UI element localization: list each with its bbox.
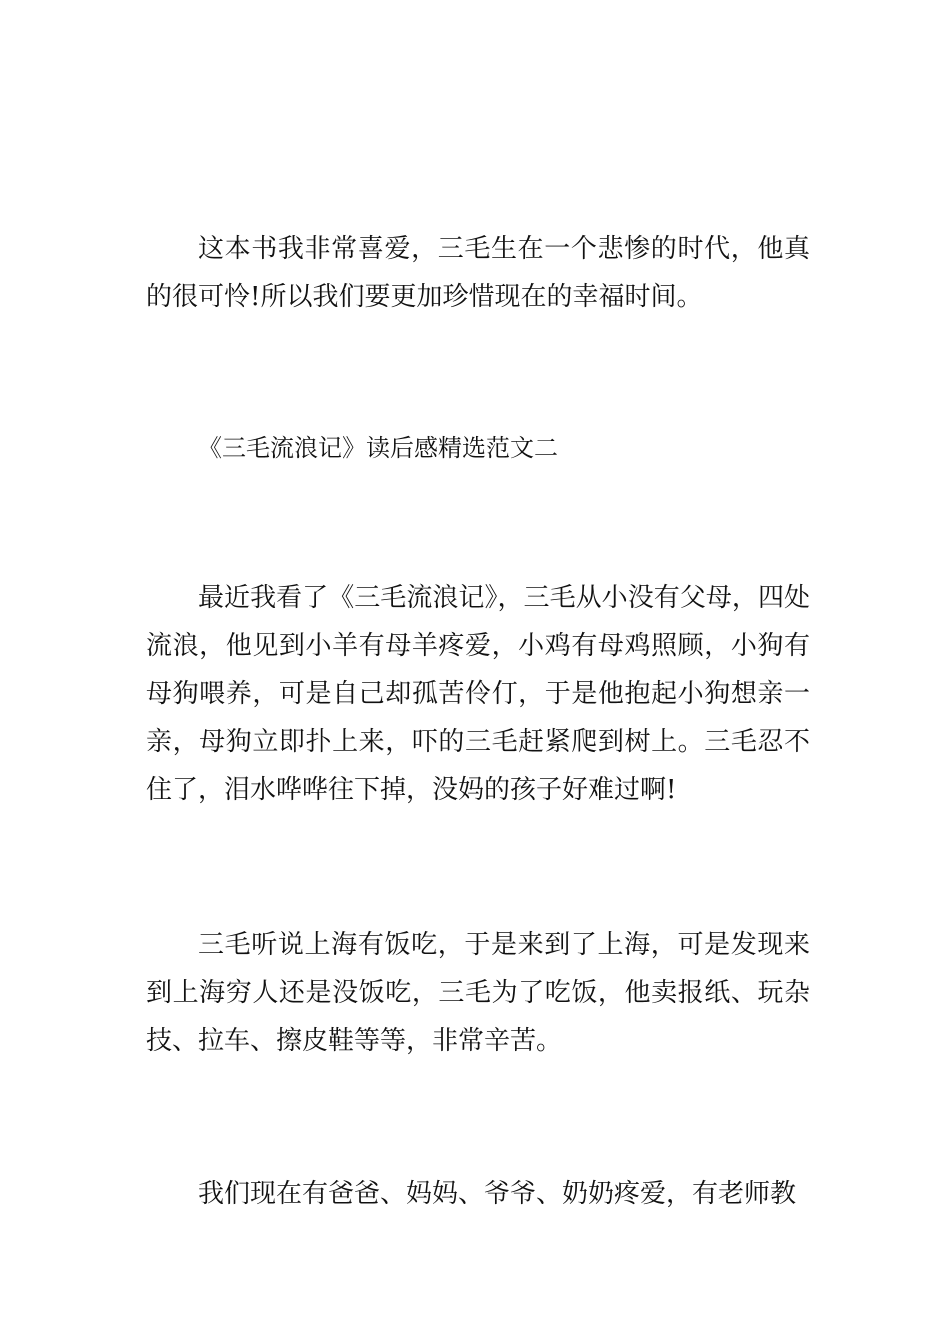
- section-heading: 《三毛流浪记》读后感精选范文二: [198, 434, 558, 462]
- paragraph-4: 我们现在有爸爸、妈妈、爷爷、奶奶疼爱，有老师教: [198, 1179, 797, 1209]
- paragraph-3: 三毛听说上海有饭吃，于是来到了上海，可是发现来到上海穷人还是没饭吃，三毛为了吃饭，他卖报纸、玩杂技、拉车、擦皮鞋等等，非常辛苦。: [146, 930, 810, 1056]
- paragraph-2: 最近我看了《三毛流浪记》，三毛从小没有父母，四处流浪，他见到小羊有母羊疼爱，小鸡有母鸡照顾，小狗有母狗喂养，可是自己却孤苦伶仃，于是他抱起小狗想亲一亲，母狗立即扑上来，吓的三毛赶紧爬到树上。三毛忍不住了，泪水哗哗往下掉，没妈的孩子好难过啊!: [146, 583, 810, 805]
- paragraph-1: 这本书我非常喜爱，三毛生在一个悲惨的时代，他真的很可怜!所以我们要更加珍惜现在的幸福时间。: [146, 234, 810, 312]
